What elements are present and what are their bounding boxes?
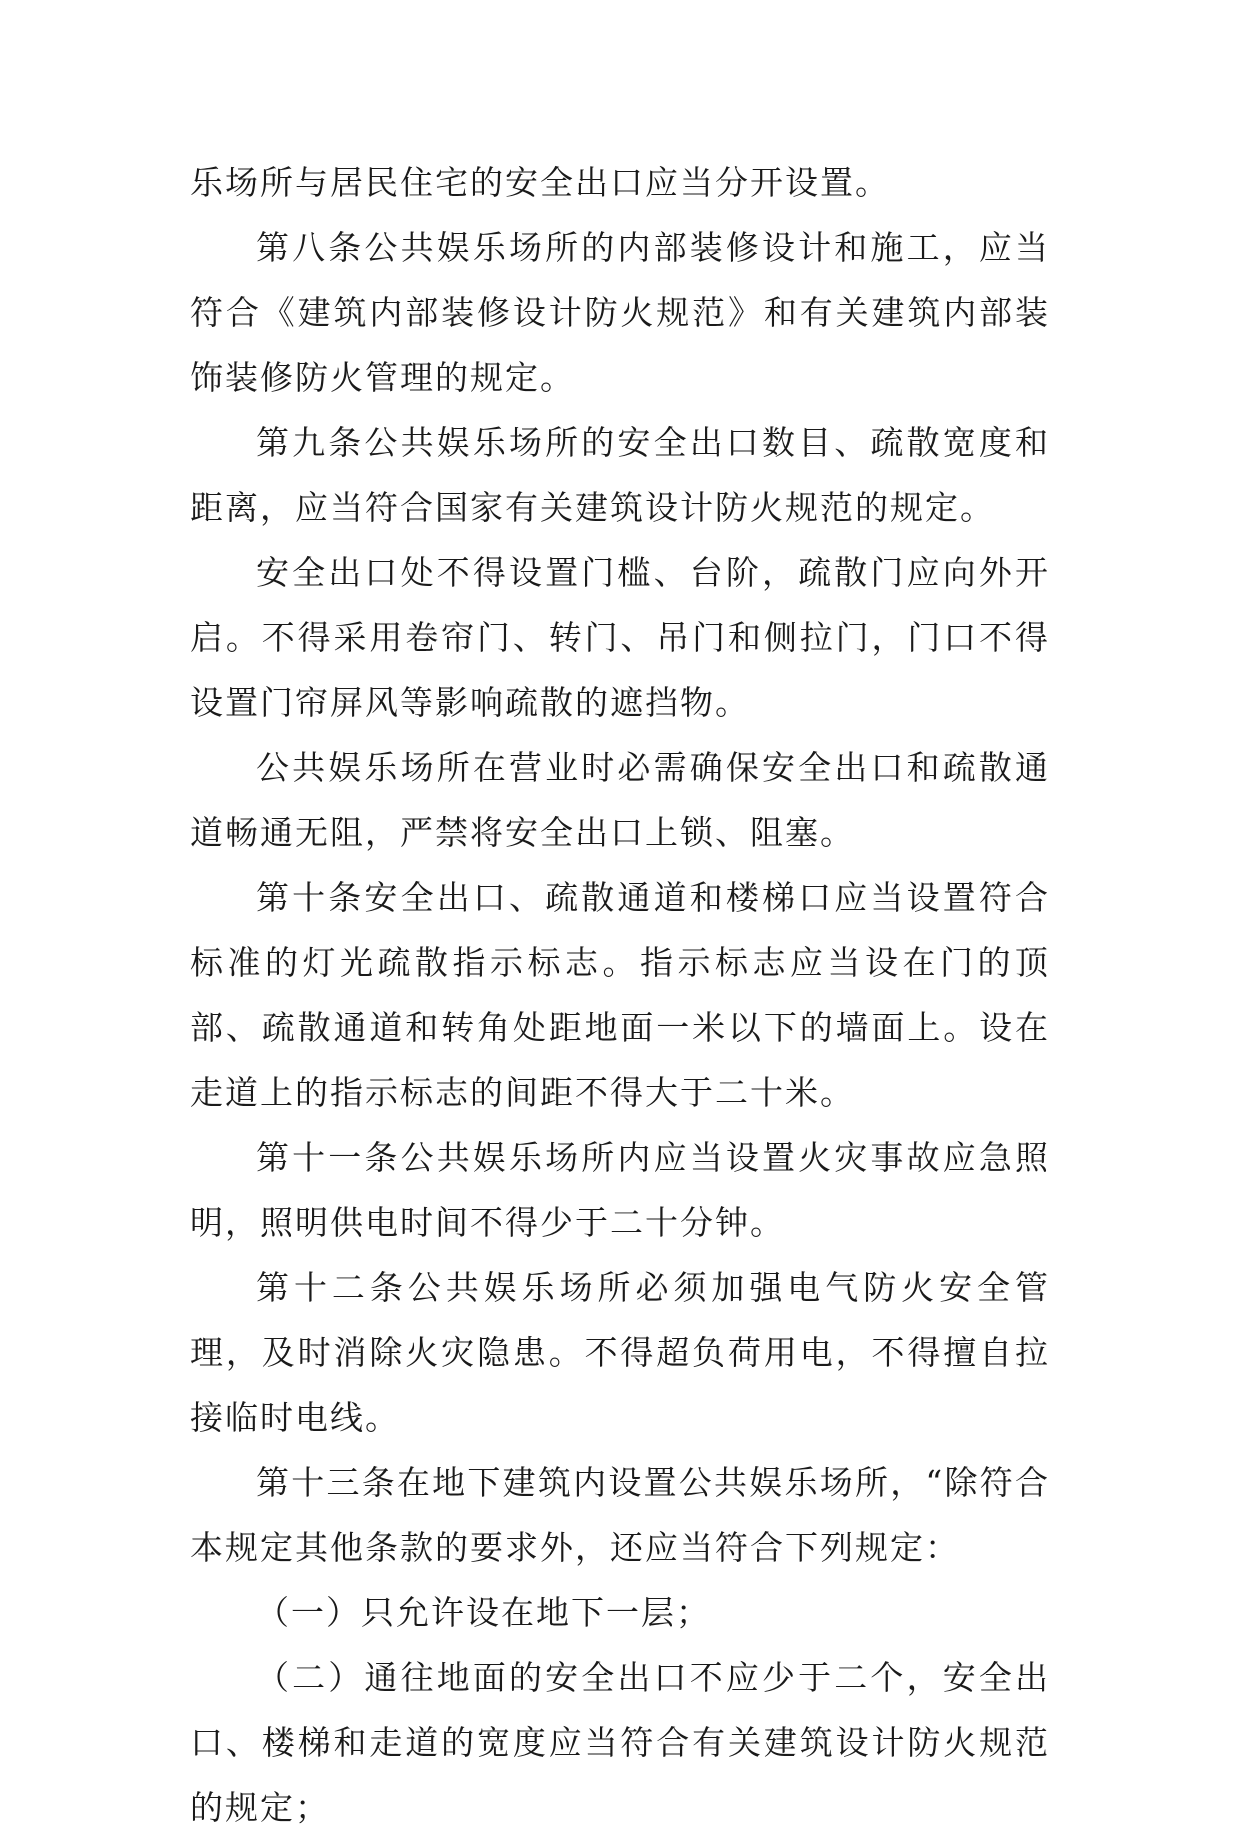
- paragraph: 第十条安全出口、疏散通道和楼梯口应当设置符合标准的灯光疏散指示标志。指示标志应当设在门的顶部、疏散通道和转角处距地面一米以下的墙面上。设在走道上的指示标志的间距不得大于二十米。: [190, 878, 1050, 1112]
- paragraph: 公共娱乐场所在营业时必需确保安全出口和疏散通道畅通无阻，严禁将安全出口上锁、阻塞。: [190, 748, 1050, 852]
- paragraph: 乐场所与居民住宅的安全出口应当分开设置。: [190, 163, 890, 202]
- paragraph: 第十三条在地下建筑内设置公共娱乐场所，“除符合本规定其他条款的要求外，还应当符合下列规定：: [190, 1463, 1050, 1567]
- paragraph: 第九条公共娱乐场所的安全出口数目、疏散宽度和距离，应当符合国家有关建筑设计防火规范的规定。: [190, 423, 1050, 527]
- paragraph: 第十一条公共娱乐场所内应当设置火灾事故应急照明，照明供电时间不得少于二十分钟。: [190, 1138, 1050, 1242]
- document-body: [190, 150, 1050, 1840]
- paragraph: 第八条公共娱乐场所的内部装修设计和施工，应当符合《建筑内部装修设计防火规范》和有关建筑内部装饰装修防火管理的规定。: [190, 228, 1050, 397]
- paragraph: （一）只允许设在地下一层；: [256, 1593, 711, 1632]
- paragraph: （二）通往地面的安全出口不应少于二个，安全出口、楼梯和走道的宽度应当符合有关建筑设计防火规范的规定；: [190, 1658, 1050, 1827]
- paragraph: 安全出口处不得设置门槛、台阶，疏散门应向外开启。不得采用卷帘门、转门、吊门和侧拉门，门口不得设置门帘屏风等影响疏散的遮挡物。: [190, 553, 1050, 722]
- paragraph: 第十二条公共娱乐场所必须加强电气防火安全管理，及时消除火灾隐患。不得超负荷用电，不得擅自拉接临时电线。: [190, 1268, 1050, 1437]
